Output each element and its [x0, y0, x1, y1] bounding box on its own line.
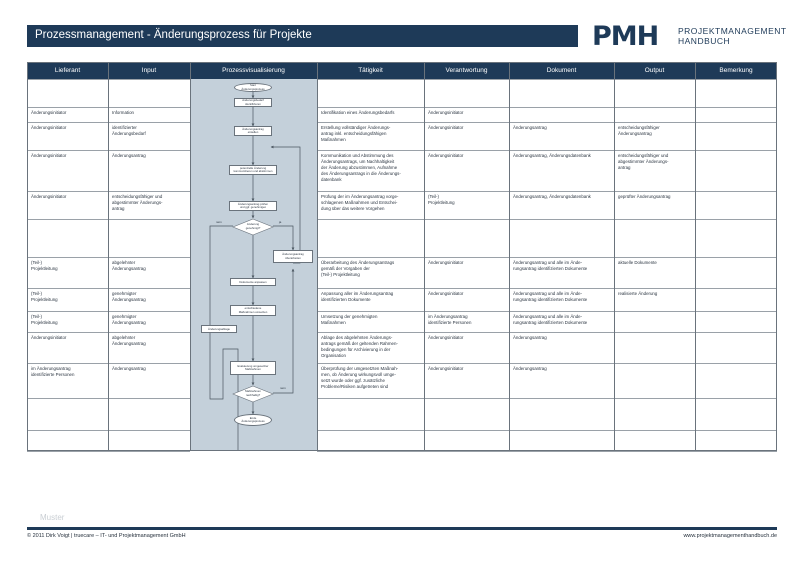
- arrow-yes-revise: [273, 226, 293, 250]
- text-line: im Änderungsantrag: [428, 314, 468, 319]
- text-line: Änderungsantrag: [112, 366, 146, 371]
- cell-lieferant: [31, 194, 106, 218]
- flow-revise: [273, 250, 313, 263]
- text-line: Änderung: [246, 223, 260, 226]
- footer-copyright: © 2011 Dirk Voigt | truecare – IT- und Projektmanagement GmbH: [27, 533, 186, 539]
- row-divider: [317, 288, 777, 289]
- text-line: Änderungsinitiator: [428, 291, 464, 296]
- pmh-logo: [592, 21, 787, 52]
- text-line: dung über das weitere Vorgehen: [321, 206, 385, 211]
- row-divider: [317, 398, 777, 399]
- cell-lieferant: [31, 291, 106, 310]
- text-line: Änderungsantrag: [618, 131, 652, 136]
- text-line: Änderungsantrag: [282, 252, 304, 257]
- column-header-bemerkung: Bemerkung: [719, 67, 753, 74]
- column-divider: [27, 62, 28, 451]
- text-line: identifizierten Dokumente: [321, 297, 371, 302]
- text-line: Umsetzung der genehmigten: [321, 314, 378, 319]
- text-line: antrag: [618, 165, 631, 170]
- text-line: Änderungsinitiator: [31, 110, 67, 115]
- text-line: rungsantrag identifizierten Dokumente: [513, 266, 588, 271]
- cell-lieferant: [31, 260, 106, 287]
- text-line: Änderungsinitiator: [428, 110, 464, 115]
- cell-input: [112, 194, 188, 218]
- cell-input: [112, 366, 188, 397]
- text-line: Änderungsantrag: [112, 266, 146, 271]
- row-divider: [317, 363, 777, 364]
- text-line: überarbeiten: [285, 255, 301, 260]
- row-divider: [317, 430, 777, 431]
- text-line: entschiedene: [244, 306, 262, 311]
- text-line: Änderungsinitiator: [31, 153, 67, 158]
- text-line: antrag: [112, 206, 125, 211]
- text-line: Änderungsinitiator: [31, 194, 67, 199]
- text-line: Erstellung vollständiger Änderungs-: [321, 125, 391, 130]
- cell-verantwortung: [428, 335, 507, 362]
- text-line: erstellen: [247, 130, 259, 135]
- text-line: (Teil-): [428, 194, 439, 199]
- flow-label-yes: ja: [279, 220, 282, 224]
- text-line: gemäß der Vorgaben der: [321, 266, 370, 271]
- table-border: [27, 450, 777, 451]
- cell-taetigkeit: [321, 194, 422, 218]
- table-border: [27, 62, 777, 63]
- text-line: identifizierter: [112, 125, 137, 130]
- text-line: Änderungsantrag: [112, 153, 146, 158]
- title-bar: [27, 25, 578, 47]
- text-line: Änderungsantrag: [112, 320, 146, 325]
- cell-taetigkeit: [321, 125, 422, 149]
- text-line: und ggf. genehmigen: [239, 205, 267, 210]
- cell-lieferant: [31, 366, 106, 397]
- text-line: Änderungsantrag: [112, 341, 146, 346]
- text-line: Maßnahmen: [321, 320, 346, 325]
- row-divider: [317, 122, 777, 123]
- flow-decision-sustainable: [233, 390, 273, 398]
- text-line: Änderungsinitiator: [31, 335, 67, 340]
- text-line: nachhaltig?: [245, 392, 261, 397]
- column-header-output: Output: [644, 67, 665, 74]
- text-line: Änderungsantrag und alle im Ände-: [513, 291, 583, 296]
- text-line: Anpassung aller im Änderungsantrag: [321, 291, 394, 296]
- column-divider: [509, 62, 510, 451]
- text-line: Änderungsinitiator: [428, 125, 464, 130]
- text-line: genehmigt?: [245, 225, 261, 230]
- text-line: Änderungsinitiator: [428, 335, 464, 340]
- text-line: Start: [250, 83, 256, 88]
- flow-review: [229, 201, 277, 211]
- text-line: setzt wurde oder ggf. zusätzliche: [321, 378, 385, 383]
- column-header-taetigkeit: Tätigkeit: [358, 67, 383, 74]
- text-line: entscheidungsfähiger: [618, 125, 660, 130]
- flow-label-no: nein: [216, 220, 222, 224]
- text-line: Änderungsinitiator: [31, 125, 67, 130]
- cell-dokument: [513, 314, 612, 331]
- text-line: datenbank: [321, 177, 342, 182]
- column-divider: [614, 62, 615, 451]
- text-line: antrags gemäß der geltenden Rahmen-: [321, 341, 398, 346]
- text-line: (Teil-) Projektleitung: [321, 272, 360, 277]
- text-line: abgelehnter: [112, 335, 136, 340]
- cell-taetigkeit: [321, 110, 422, 121]
- text-line: identifizierte Personen: [31, 372, 75, 377]
- flow-label-no-2: nein: [280, 386, 286, 390]
- cell-input: [112, 291, 188, 310]
- arrow-decision2-revise: [273, 269, 293, 393]
- cell-input: [112, 153, 188, 190]
- text-line: Projektleitung: [31, 297, 58, 302]
- text-line: Prüfung der im Änderungsantrag vorge-: [321, 194, 399, 199]
- process-table: [27, 62, 777, 451]
- text-line: Änderungsantrags, um Nachhaltigkeit: [321, 159, 395, 164]
- text-line: kommunizieren und abstimmen: [233, 169, 273, 174]
- cell-taetigkeit: [321, 260, 422, 287]
- text-line: (Teil-): [31, 260, 42, 265]
- cell-verantwortung: [428, 314, 507, 331]
- text-line: Identifikation eines Änderungsbedarfs: [321, 110, 395, 115]
- column-divider: [776, 62, 777, 451]
- cell-output: [618, 291, 693, 310]
- text-line: Änderungsinitiator: [428, 366, 464, 371]
- footer-website: www.projektmanagementhandbuch.de: [683, 533, 777, 539]
- cell-verantwortung: [428, 194, 507, 218]
- cell-verantwortung: [428, 110, 507, 121]
- text-line: schlagenen Maßnahmen und Entschei-: [321, 200, 398, 205]
- footer-rule: [27, 527, 777, 530]
- text-line: Ende: [249, 415, 257, 420]
- text-line: des Änderungsantrags in die Änderungs-: [321, 171, 401, 176]
- column-header-prozessvisualisierung: Prozessvisualisierung: [222, 67, 285, 74]
- cell-lieferant: [31, 125, 106, 149]
- text-line: Änderungsantrag und alle im Ände-: [513, 260, 583, 265]
- text-line: abgestimmter Änderungs-: [618, 159, 669, 164]
- row-divider: [317, 257, 777, 258]
- text-line: (Teil-): [31, 314, 42, 319]
- cell-verantwortung: [428, 125, 507, 149]
- flow-archive: [201, 325, 237, 333]
- cell-dokument: [513, 260, 612, 287]
- text-line: Änderungsinitiator: [428, 260, 464, 265]
- row-divider: [317, 311, 777, 312]
- flow-evaluate: [230, 361, 276, 375]
- cell-input: [112, 335, 188, 362]
- text-line: Projektleitung: [31, 320, 58, 325]
- text-line: Überprüfung der umgesetzten Maßnah-: [321, 366, 399, 371]
- row-divider: [317, 150, 777, 151]
- text-line: identifizierte Personen: [428, 320, 472, 325]
- cell-verantwortung: [428, 366, 507, 397]
- cell-lieferant: [31, 335, 106, 362]
- text-line: im Änderungsantrag: [31, 366, 71, 371]
- text-line: Änderungsantrag prüfen: [237, 201, 269, 206]
- cell-taetigkeit: [321, 314, 422, 331]
- row-divider: [317, 107, 777, 108]
- text-line: Änderungsantrag: [513, 366, 547, 371]
- text-line: Dokumente anpassen: [239, 279, 267, 284]
- column-divider: [695, 62, 696, 451]
- text-line: Projektleitung: [31, 266, 58, 271]
- text-line: (Teil-): [31, 291, 42, 296]
- row-divider: [317, 79, 777, 80]
- cell-input: [112, 125, 188, 149]
- cell-dokument: [513, 335, 612, 362]
- row-divider: [317, 219, 777, 220]
- text-line: Information: [112, 110, 134, 115]
- text-line: rungsantrag identifizierten Dokumente: [513, 320, 588, 325]
- column-divider: [190, 62, 191, 451]
- text-line: Maßnahmen: [245, 367, 261, 372]
- text-line: Änderungsablage: [208, 326, 230, 331]
- cell-taetigkeit: [321, 153, 422, 190]
- text-line: abgestimmter Änderungs-: [112, 200, 163, 205]
- cell-input: [112, 260, 188, 287]
- text-line: Organisation: [321, 353, 346, 358]
- text-line: Änderungsantrag: [112, 297, 146, 302]
- cell-taetigkeit: [321, 291, 422, 310]
- cell-dokument: [513, 366, 612, 397]
- column-header-input: Input: [141, 67, 157, 74]
- text-line: Änderungsantrag: [513, 125, 547, 130]
- column-header-dokument: Dokument: [546, 67, 577, 74]
- flow-coordinate: [229, 165, 277, 175]
- text-line: Änderungsantrag und alle im Ände-: [513, 314, 583, 319]
- cell-verantwortung: [428, 291, 507, 310]
- cell-output: [618, 194, 693, 218]
- flow-implement: [230, 305, 276, 316]
- cell-output: [618, 125, 693, 149]
- row-divider: [317, 191, 777, 192]
- cell-output: [618, 260, 693, 287]
- text-line: bedingungen für Archivierung in der: [321, 347, 391, 352]
- flow-start: [234, 83, 272, 92]
- text-line: Probleme/Risiken aufgetreten sind: [321, 384, 389, 389]
- text-line: rungsantrag identifizierten Dokumente: [513, 297, 588, 302]
- text-line: Projektleitung: [428, 200, 455, 205]
- arrow-no-archive: [210, 226, 238, 451]
- cell-dokument: [513, 194, 612, 218]
- text-line: genehmigter: [112, 291, 137, 296]
- text-line: Ablage des abgelehnten Änderungs-: [321, 335, 393, 340]
- row-divider: [317, 332, 777, 333]
- text-line: abgelehnter: [112, 260, 136, 265]
- text-line: Änderungsinitiator: [428, 153, 464, 158]
- cell-lieferant: [31, 110, 106, 121]
- cell-verantwortung: [428, 153, 507, 190]
- text-line: Änderungsantrag, Änderungsdatenbank: [513, 153, 591, 158]
- text-line: Änderungsprozess: [241, 86, 265, 91]
- page-title: Prozessmanagement - Änderungsprozess für Projekte: [35, 29, 312, 41]
- cell-input: [112, 110, 188, 121]
- text-line: Evaluierung umgesetzter: [237, 363, 269, 368]
- cell-dokument: [513, 125, 612, 149]
- text-line: entscheidungsfähiger und: [112, 194, 163, 199]
- text-line: Änderungsantrag, Änderungsdatenbank: [513, 194, 591, 199]
- watermark: Muster: [40, 513, 65, 522]
- cell-input: [112, 314, 188, 331]
- text-line: geprüfter Änderungsantrag: [618, 194, 671, 199]
- cell-dokument: [513, 291, 612, 310]
- column-divider: [317, 62, 318, 451]
- cell-output: [618, 153, 693, 190]
- text-line: Maßnahmen: [245, 390, 261, 393]
- cell-lieferant: [31, 314, 106, 331]
- column-header-verantwortung: Verantwortung: [445, 67, 488, 74]
- text-line: identifizieren: [245, 101, 261, 106]
- logo-mark: PMH: [592, 21, 659, 52]
- text-line: Kommunikation und Abstimmung des: [321, 153, 394, 158]
- flow-end: [234, 414, 272, 426]
- text-line: Maßnahmen umsetzen: [238, 309, 268, 314]
- table-header: [27, 62, 777, 79]
- cell-verantwortung: [428, 260, 507, 287]
- cell-taetigkeit: [321, 335, 422, 362]
- row-divider: [27, 451, 190, 452]
- text-line: Änderungsbedarf: [112, 131, 146, 136]
- text-line: Maßnahmen: [321, 137, 346, 142]
- text-line: Änderungsantrag: [513, 335, 547, 340]
- text-line: Änderungsantrag: [242, 126, 264, 131]
- text-line: genehmigter: [112, 314, 137, 319]
- text-line: Änderungsprozess: [241, 419, 265, 424]
- text-line: der Änderung abzustimmen, Aufnahme: [321, 165, 398, 170]
- flow-identify: [234, 98, 272, 107]
- text-line: antrag inkl. entscheidungsfähigen: [321, 131, 387, 136]
- text-line: men, ob Änderung wirkungsvoll umge-: [321, 372, 396, 377]
- column-header-lieferant: Lieferant: [54, 67, 81, 74]
- flow-decision-approved: [233, 223, 273, 231]
- text-line: realisierte Änderung: [618, 291, 658, 296]
- flow-adjust-documents: [230, 278, 276, 286]
- column-divider: [108, 62, 109, 451]
- cell-lieferant: [31, 153, 106, 190]
- text-line: Änderungsbedarf: [242, 98, 264, 103]
- row-divider: [317, 451, 777, 452]
- logo-line-2: HANDBUCH: [678, 36, 731, 46]
- flow-create: [234, 126, 272, 136]
- logo-line-1: PROJEKTMANAGEMENT: [678, 26, 787, 36]
- text-line: potenzielle Änderung: [239, 165, 267, 170]
- cell-dokument: [513, 153, 612, 190]
- text-line: aktuelle Dokumente: [618, 260, 657, 265]
- cell-taetigkeit: [321, 366, 422, 397]
- column-divider: [424, 62, 425, 451]
- text-line: entscheidungsfähiger und: [618, 153, 669, 158]
- text-line: Überarbeitung des Änderungsantrags: [321, 260, 395, 265]
